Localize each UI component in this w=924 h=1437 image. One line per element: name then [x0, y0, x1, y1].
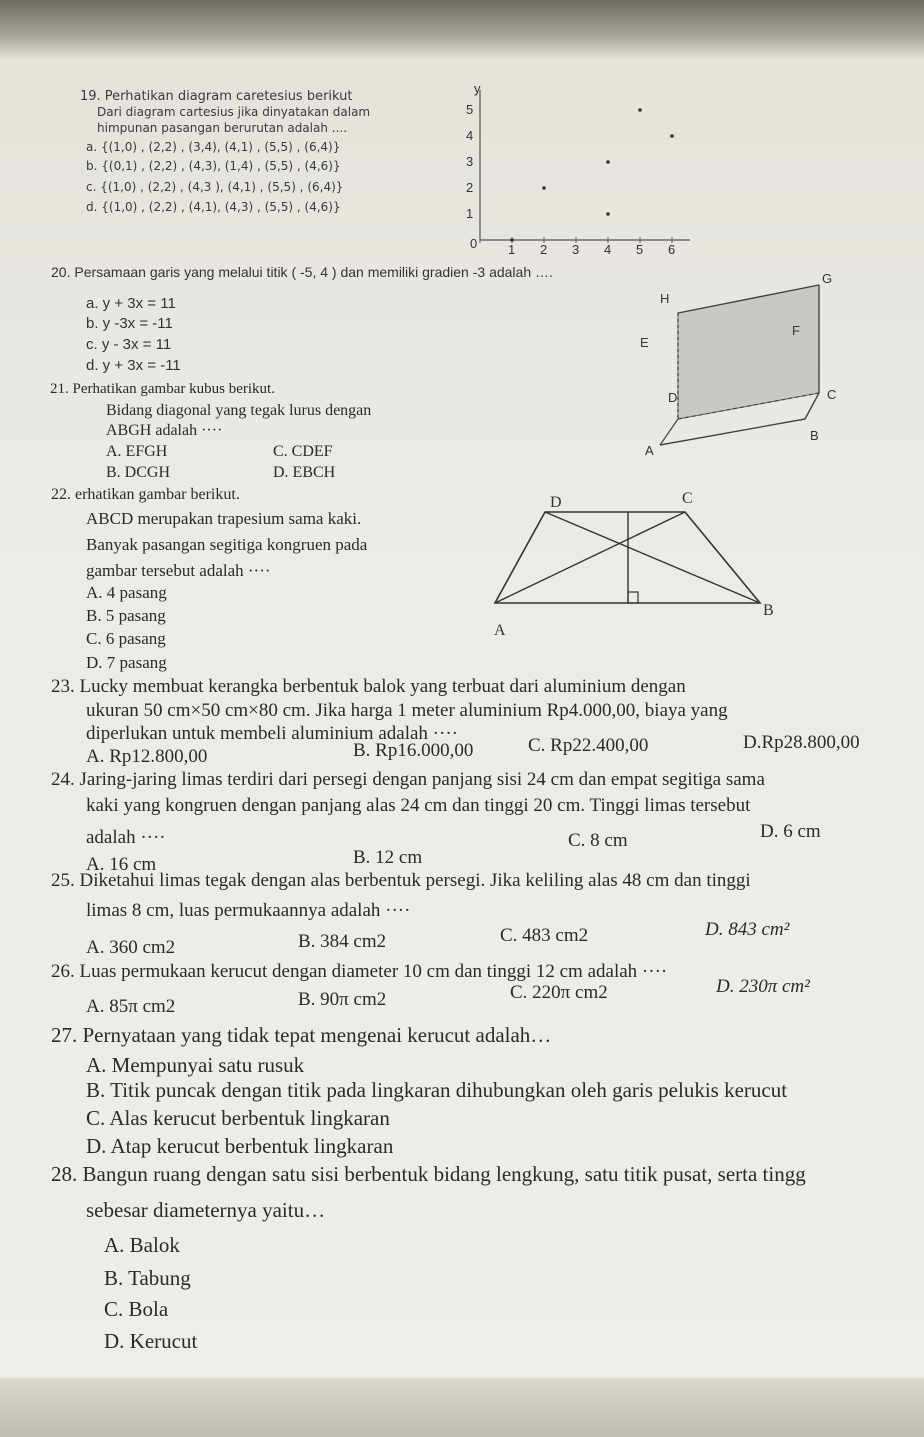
- photo-top-shadow: [0, 0, 924, 60]
- q27-option-b: B. Titik puncak dengan titik pada lingkaran dihubungkan oleh garis pelukis kerucut: [86, 1078, 788, 1102]
- q26-option-c: C. 220π cm2: [510, 982, 608, 1003]
- q28-option-d: D. Kerucut: [104, 1329, 198, 1353]
- graph-point: [542, 186, 546, 190]
- q28-option-a: A. Balok: [104, 1233, 180, 1257]
- q26-line-1: 26. Luas permukaan kerucut dengan diameter 10 cm dan tinggi 12 cm adalah ····: [51, 961, 668, 982]
- q27-line-1: 27. Pernyataan yang tidak tepat mengenai kerucut adalah…: [51, 1023, 552, 1047]
- q19-stem-2: Dari diagram cartesius jika dinyatakan dalam: [97, 105, 371, 119]
- cube-label-g: G: [822, 271, 833, 286]
- q25-option-a: A. 360 cm2: [86, 937, 176, 958]
- q20-option-c: c. y - 3x = 11: [86, 336, 172, 353]
- diagonal-ca: [495, 512, 685, 603]
- y-tick-label: 3: [466, 154, 474, 169]
- q25-line-2: limas 8 cm, luas permukaannya adalah ····: [86, 900, 411, 921]
- q28-line-1: 28. Bangun ruang dengan satu sisi berbentuk bidang lengkung, satu titik pusat, serta tingg: [51, 1162, 806, 1186]
- graph-point: [510, 238, 514, 242]
- q25-line-1: 25. Diketahui limas tegak dengan alas berbentuk persegi. Jika keliling alas 48 cm dan tinggi: [51, 870, 751, 891]
- q21-option-b: B. DCGH: [106, 464, 171, 481]
- q19-cartesian-graph: [440, 81, 700, 260]
- q21-stem-2: Bidang diagonal yang tegak lurus dengan: [106, 402, 372, 419]
- q23-option-b: B. Rp16.000,00: [353, 740, 474, 761]
- q19-option-a: a. {(1,0) , (2,2) , (3,4), (4,1) , (5,5) , (6,4)}: [86, 140, 341, 154]
- q22-stem-4: gambar tersebut adalah ····: [86, 561, 271, 580]
- q19-option-c: c. {(1,0) , (2,2) , (4,3 ), (4,1) , (5,5) , (6,4)}: [86, 180, 344, 194]
- q24-line-2: kaki yang kongruen dengan panjang alas 24 cm dan tinggi 20 cm. Tinggi limas tersebut: [86, 795, 751, 816]
- q27-option-d: D. Atap kerucut berbentuk lingkaran: [86, 1134, 394, 1158]
- q19-stem-3: himpunan pasangan berurutan adalah ....: [97, 121, 348, 135]
- q20-option-d: d. y + 3x = -11: [86, 357, 181, 374]
- q21-option-a: A. EFGH: [106, 443, 168, 460]
- q21-cube-figure: [640, 271, 840, 460]
- edge-da: [660, 419, 678, 445]
- q24-option-c: C. 8 cm: [568, 830, 628, 851]
- photo-bottom-edge: [0, 1378, 924, 1437]
- q22-option-d: D. 7 pasang: [86, 653, 167, 672]
- trap-label-a: A: [494, 622, 506, 639]
- q23-line-2: ukuran 50 cm×50 cm×80 cm. Jika harga 1 meter aluminium Rp4.000,00, biaya yang: [86, 700, 728, 721]
- q26-option-b: B. 90π cm2: [298, 989, 387, 1010]
- q23-line-3: diperlukan untuk membeli aluminium adalah ····: [86, 723, 458, 744]
- y-tick-label: 5: [466, 102, 474, 117]
- q23-option-c: C. Rp22.400,00: [528, 735, 649, 756]
- x-tick-label: 3: [572, 242, 580, 257]
- x-tick-label: 2: [540, 242, 548, 257]
- q23-line-1: 23. Lucky membuat kerangka berbentuk balok yang terbuat dari aluminium dengan: [51, 676, 686, 697]
- graph-point: [606, 212, 610, 216]
- edge-ab: [660, 419, 805, 445]
- cube-label-d: D: [668, 390, 678, 405]
- q26-option-d: D. 230π cm²: [716, 976, 810, 997]
- q20-stem: 20. Persamaan garis yang melalui titik ( -5, 4 ) dan memiliki gradien -3 adalah ….: [51, 264, 553, 280]
- q24-line-3: adalah ····: [86, 827, 166, 848]
- trap-label-d: D: [550, 494, 562, 511]
- q25-option-d: D. 843 cm²: [705, 919, 790, 940]
- q28-option-c: C. Bola: [104, 1297, 169, 1321]
- x-tick-label: 4: [604, 242, 612, 257]
- y-tick-label: 1: [466, 206, 474, 221]
- q22-stem-3: Banyak pasangan segitiga kongruen pada: [86, 535, 368, 554]
- x-tick-label: 6: [668, 242, 676, 257]
- trap-label-b: B: [763, 602, 774, 619]
- q25-option-c: C. 483 cm2: [500, 925, 589, 946]
- q27-option-c: C. Alas kerucut berbentuk lingkaran: [86, 1106, 390, 1130]
- q22-option-a: A. 4 pasang: [86, 583, 167, 602]
- diagonal-db: [545, 512, 760, 603]
- q20-option-a: a. y + 3x = 11: [86, 295, 176, 312]
- y-tick-label: 2: [466, 180, 474, 195]
- edge-bc: [805, 393, 819, 419]
- q21-option-c: C. CDEF: [273, 443, 333, 460]
- q22-option-b: B. 5 pasang: [86, 606, 166, 625]
- q23-option-a: A. Rp12.800,00: [86, 746, 208, 767]
- q21-stem-3: ABGH adalah ····: [106, 422, 223, 439]
- q27-option-a: A. Mempunyai satu rusuk: [86, 1053, 305, 1077]
- right-angle-mark: [628, 592, 638, 603]
- cube-label-a: A: [645, 443, 654, 458]
- graph-point: [670, 134, 674, 138]
- cube-label-f: F: [792, 323, 800, 338]
- q22-stem-2: ABCD merupakan trapesium sama kaki.: [86, 509, 362, 528]
- x-tick-label: 0: [470, 236, 478, 251]
- cube-diagonal-plane: [678, 285, 819, 419]
- q21-stem-1: 21. Perhatikan gambar kubus berikut.: [50, 381, 275, 397]
- cube-label-c: C: [827, 387, 837, 402]
- q24-option-b: B. 12 cm: [353, 847, 423, 868]
- q28-line-2: sebesar diameternya yaitu…: [86, 1198, 326, 1222]
- q22-trapezoid-figure: [480, 490, 780, 645]
- q19-option-b: b. {(0,1) , (2,2) , (4,3), (1,4) , (5,5) , (4,6)}: [86, 159, 341, 173]
- q24-line-1: 24. Jaring-jaring limas terdiri dari persegi dengan panjang sisi 24 cm dan empat segitiga sama: [51, 769, 765, 790]
- trap-label-c: C: [682, 490, 693, 507]
- q22-stem-1: 22. erhatikan gambar berikut.: [51, 486, 240, 503]
- cube-label-e: E: [640, 335, 649, 350]
- q25-option-b: B. 384 cm2: [298, 931, 387, 952]
- q20-option-b: b. y -3x = -11: [86, 315, 173, 332]
- q28-option-b: B. Tabung: [104, 1266, 191, 1290]
- graph-point: [638, 108, 642, 112]
- cube-label-h: H: [660, 291, 670, 306]
- y-axis-label: y: [474, 81, 481, 96]
- y-tick-label: 4: [466, 128, 474, 143]
- graph-point: [606, 160, 610, 164]
- q21-option-d: D. EBCH: [273, 464, 336, 481]
- q24-option-d: D. 6 cm: [760, 821, 821, 842]
- q19-option-d: d. {(1,0) , (2,2) , (4,1), (4,3) , (5,5) , (4,6)}: [86, 200, 341, 214]
- x-tick-label: 1: [508, 242, 516, 257]
- cube-label-b: B: [810, 428, 819, 443]
- q26-option-a: A. 85π cm2: [86, 996, 176, 1017]
- x-tick-label: 5: [636, 242, 644, 257]
- q23-option-d: D.Rp28.800,00: [743, 732, 860, 753]
- q19-stem-1: 19. Perhatikan diagram caretesius berikut: [80, 89, 353, 104]
- q24-option-a: A. 16 cm: [86, 854, 157, 875]
- q22-option-c: C. 6 pasang: [86, 629, 166, 648]
